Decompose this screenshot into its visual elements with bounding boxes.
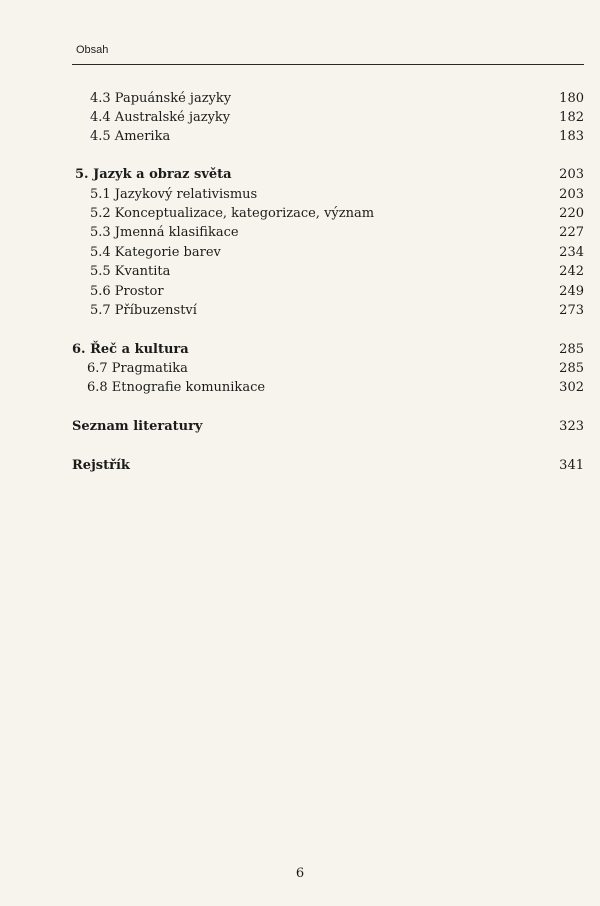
toc-entry-label: 5.2 Konceptualizace, kategorizace, význam <box>90 206 375 221</box>
toc-entry-label: 6.7 Pragmatika <box>87 361 188 376</box>
toc-entry <box>72 108 584 128</box>
toc-entry <box>72 243 584 263</box>
toc-entry <box>72 223 584 243</box>
toc-literature <box>72 417 584 437</box>
toc-entry-page: 302 <box>559 380 584 395</box>
toc-entry-page: 182 <box>559 110 584 125</box>
toc-literature-page: 323 <box>559 419 584 434</box>
toc-entry <box>72 185 584 205</box>
toc-entry-page: 203 <box>559 187 584 202</box>
toc-entry <box>72 359 584 379</box>
toc-entry-label: 5.5 Kvantita <box>90 264 171 279</box>
toc-entry-label: 5.1 Jazykový relativismus <box>90 187 258 202</box>
toc-index-page: 341 <box>559 458 584 473</box>
toc-chapter-label: 6. Řeč a kultura <box>72 342 189 357</box>
toc-entry-page: 180 <box>559 91 584 106</box>
toc-entry <box>72 89 584 109</box>
toc-entry <box>72 282 584 302</box>
toc-chapter <box>72 165 584 185</box>
running-head: Obsah <box>76 44 109 56</box>
toc-entry-label: 5.4 Kategorie barev <box>90 245 221 260</box>
toc-entry-label: 5.6 Prostor <box>90 284 164 299</box>
toc-entry <box>72 301 584 321</box>
header-rule <box>72 64 584 65</box>
toc-entry-label: 5.7 Příbuzenství <box>90 303 197 318</box>
toc-chapter-page: 285 <box>559 342 584 357</box>
toc-index <box>72 456 584 476</box>
toc-chapter-page: 203 <box>559 167 584 182</box>
toc-entry <box>72 378 584 398</box>
toc-chapter <box>72 340 584 360</box>
toc-literature-label: Seznam literatury <box>72 419 203 434</box>
toc-entry-label: 5.3 Jmenná klasifikace <box>90 225 239 240</box>
page-number: 6 <box>295 866 305 881</box>
toc-entry-page: 285 <box>559 361 584 376</box>
toc-entry-label: 4.4 Australské jazyky <box>90 110 231 125</box>
toc-entry <box>72 262 584 282</box>
toc-chapter-label: 5. Jazyk a obraz světa <box>75 167 232 182</box>
toc-entry-page: 183 <box>559 129 584 144</box>
toc-entry-page: 220 <box>559 206 584 221</box>
toc-entry-label: 4.3 Papuánské jazyky <box>90 91 232 106</box>
toc-entry <box>72 127 584 147</box>
toc-entry-page: 227 <box>559 225 584 240</box>
toc-entry-page: 273 <box>559 303 584 318</box>
toc-entry-label: 6.8 Etnografie komunikace <box>87 380 266 395</box>
toc-entry-page: 242 <box>559 264 584 279</box>
toc-entry <box>72 204 584 224</box>
toc-entry-label: 4.5 Amerika <box>90 129 171 144</box>
toc-entry-page: 234 <box>559 245 584 260</box>
toc-index-label: Rejstřík <box>72 458 130 473</box>
toc-entry-page: 249 <box>559 284 584 299</box>
